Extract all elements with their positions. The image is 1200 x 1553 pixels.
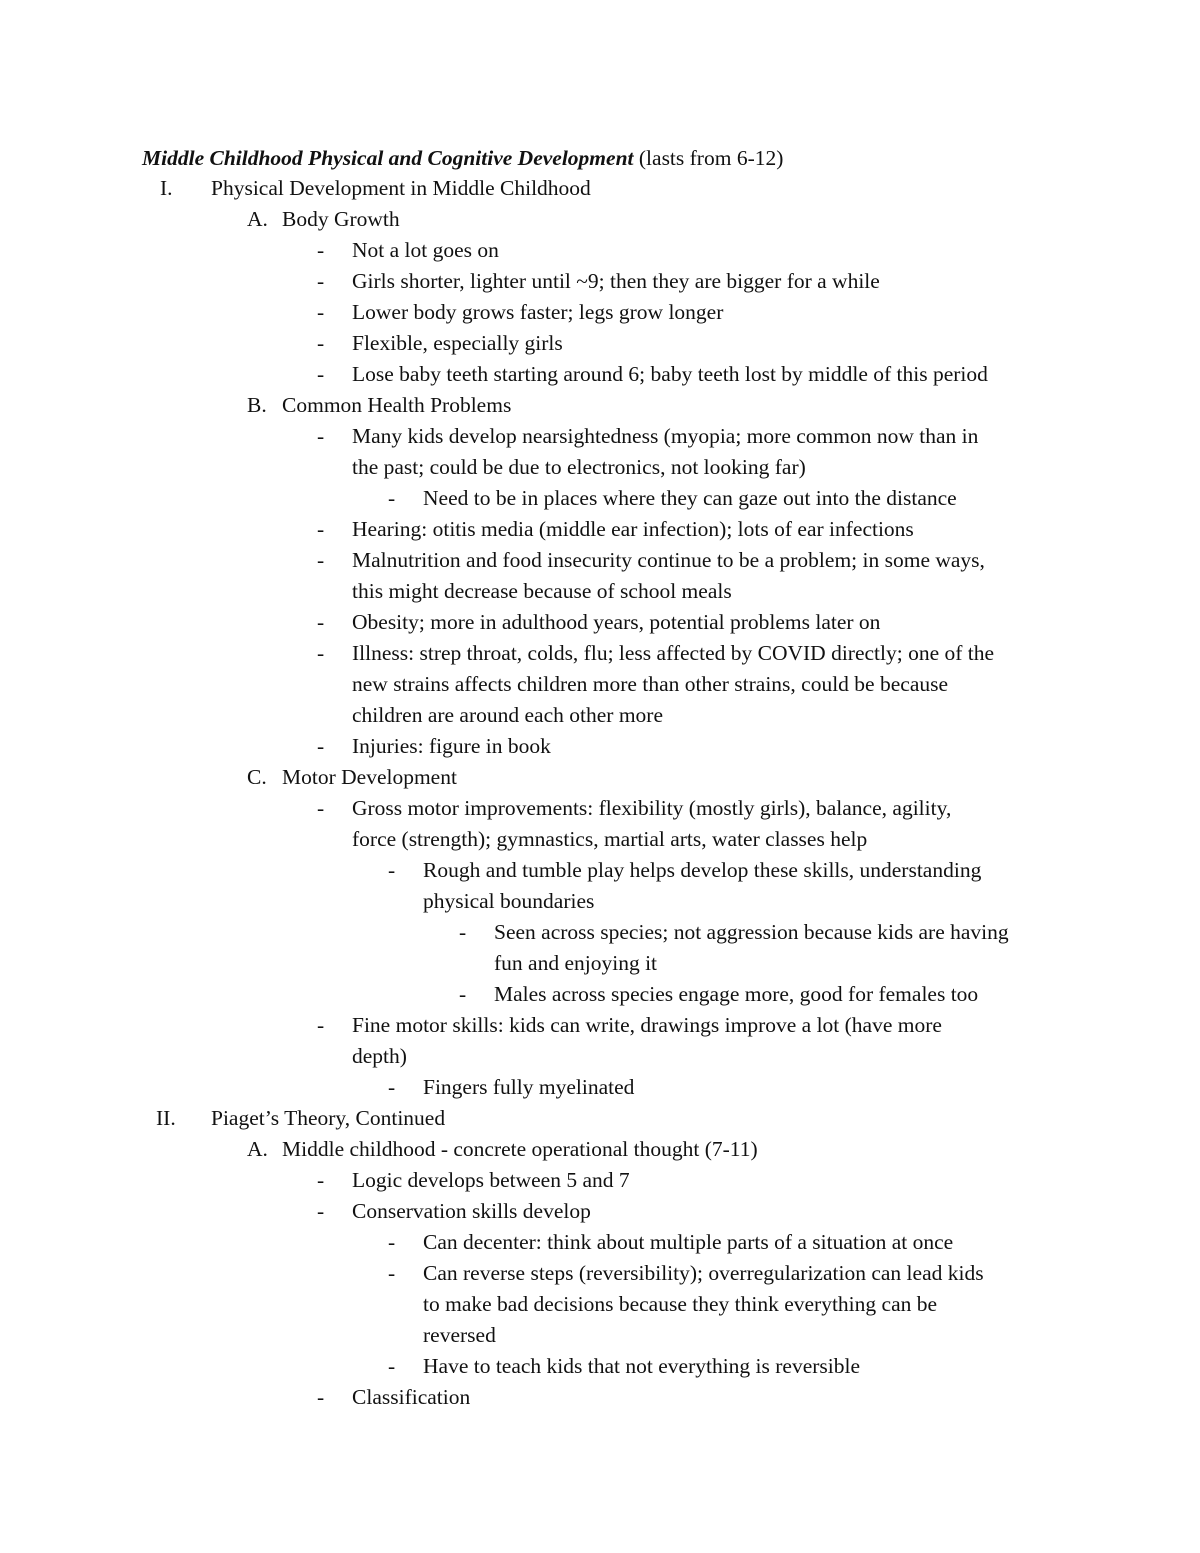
section-marker: I. — [160, 176, 173, 200]
section-marker: II. — [156, 1106, 176, 1130]
bullet-dash: - — [317, 331, 325, 355]
subsection-heading: Motor Development — [282, 765, 457, 789]
bullet-dash: - — [317, 1385, 325, 1409]
bullet-text: Malnutrition and food insecurity continue to be a problem; in some ways, — [352, 548, 985, 572]
bullet-text: Conservation skills develop — [352, 1199, 591, 1223]
bullet-text: Hearing: otitis media (middle ear infection); lots of ear infections — [352, 517, 914, 541]
bullet-text: Classification — [352, 1385, 471, 1409]
subsection-marker: C. — [247, 765, 267, 789]
sub-bullet-dash: - — [388, 858, 396, 882]
bullet-text-continued: children are around each other more — [352, 703, 663, 727]
subsection-heading: Common Health Problems — [282, 393, 512, 417]
bullet-text-continued: this might decrease because of school meals — [352, 579, 732, 603]
sub-bullet-dash: - — [388, 1230, 396, 1254]
bullet-text: Flexible, especially girls — [352, 331, 563, 355]
bullet-text-continued: the past; could be due to electronics, not looking far) — [352, 455, 806, 479]
bullet-text-continued: force (strength); gymnastics, martial arts, water classes help — [352, 827, 868, 851]
bullet-text-continued: depth) — [352, 1044, 407, 1068]
bullet-dash: - — [317, 362, 325, 386]
bullet-dash: - — [317, 1199, 325, 1223]
sub-bullet-dash: - — [388, 1261, 396, 1285]
bullet-dash: - — [317, 796, 325, 820]
bullet-dash: - — [317, 734, 325, 758]
bullet-dash: - — [317, 269, 325, 293]
bullet-dash: - — [317, 424, 325, 448]
title-subtitle: (lasts from 6-12) — [638, 146, 784, 170]
sub-sub-bullet-text-continued: fun and enjoying it — [494, 951, 658, 975]
sub-bullet-text-continued: physical boundaries — [423, 889, 595, 913]
sub-bullet-text-continued: reversed — [423, 1323, 496, 1347]
bullet-text: Fine motor skills: kids can write, drawings improve a lot (have more — [352, 1013, 942, 1037]
sub-bullet-text: Can reverse steps (reversibility); overregularization can lead kids — [423, 1261, 984, 1285]
subsection-marker: A. — [247, 207, 268, 231]
bullet-dash: - — [317, 1013, 325, 1037]
sub-bullet-dash: - — [388, 486, 396, 510]
bullet-text: Many kids develop nearsightedness (myopia; more common now than in — [352, 424, 979, 448]
subsection-marker: B. — [247, 393, 267, 417]
bullet-dash: - — [317, 1168, 325, 1192]
sub-sub-bullet-text: Seen across species; not aggression because kids are having — [494, 920, 1009, 944]
bullet-dash: - — [317, 517, 325, 541]
bullet-dash: - — [317, 548, 325, 572]
sub-bullet-text: Can decenter: think about multiple parts of a situation at once — [423, 1230, 954, 1254]
bullet-text-continued: new strains affects children more than other strains, could be because — [352, 672, 949, 696]
bullet-text: Injuries: figure in book — [352, 734, 551, 758]
bullet-dash: - — [317, 641, 325, 665]
subsection-heading: Middle childhood - concrete operational thought (7-11) — [282, 1137, 758, 1161]
bullet-text: Girls shorter, lighter until ~9; then they are bigger for a while — [352, 269, 880, 293]
subsection-marker: A. — [247, 1137, 268, 1161]
sub-bullet-text: Need to be in places where they can gaze out into the distance — [423, 486, 957, 510]
section-heading: Physical Development in Middle Childhood — [211, 176, 591, 200]
sub-sub-bullet-dash: - — [459, 982, 467, 1006]
bullet-dash: - — [317, 238, 325, 262]
bullet-text: Gross motor improvements: flexibility (mostly girls), balance, agility, — [352, 796, 952, 820]
bullet-text: Not a lot goes on — [352, 238, 499, 262]
bullet-text: Logic develops between 5 and 7 — [352, 1168, 630, 1192]
sub-bullet-dash: - — [388, 1354, 396, 1378]
sub-bullet-dash: - — [388, 1075, 396, 1099]
bullet-text: Obesity; more in adulthood years, potential problems later on — [352, 610, 881, 634]
sub-bullet-text: Rough and tumble play helps develop these skills, understanding — [423, 858, 982, 882]
bullet-text: Lose baby teeth starting around 6; baby teeth lost by middle of this period — [352, 362, 988, 386]
sub-bullet-text: Have to teach kids that not everything is reversible — [423, 1354, 861, 1378]
sub-sub-bullet-text: Males across species engage more, good for females too — [494, 982, 979, 1006]
subsection-heading: Body Growth — [282, 207, 400, 231]
bullet-text: Lower body grows faster; legs grow longer — [352, 300, 724, 324]
bullet-text: Illness: strep throat, colds, flu; less affected by COVID directly; one of the — [352, 641, 995, 665]
sub-bullet-text-continued: to make bad decisions because they think everything can be — [423, 1292, 938, 1316]
title-heading: Middle Childhood Physical and Cognitive Development — [142, 146, 634, 170]
bullet-dash: - — [317, 300, 325, 324]
document-title — [142, 143, 783, 174]
bullet-dash: - — [317, 610, 325, 634]
sub-bullet-text: Fingers fully myelinated — [423, 1075, 635, 1099]
section-heading: Piaget’s Theory, Continued — [211, 1106, 446, 1130]
sub-sub-bullet-dash: - — [459, 920, 467, 944]
